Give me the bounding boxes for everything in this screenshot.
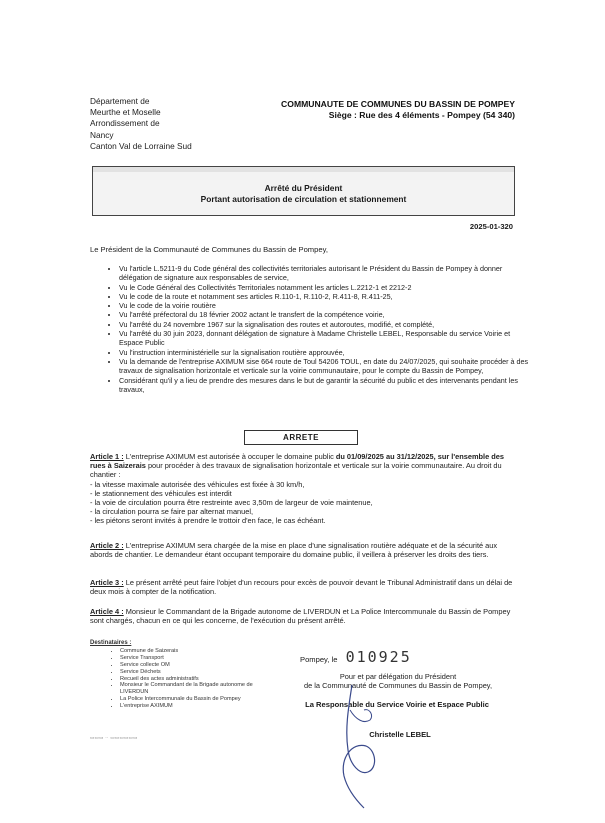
article-line: - la voie de circulation pourra être restreinte avec 3,50m de largeur de voie maintenue, <box>90 498 373 508</box>
recipient-item: • L'entreprise AXIMUM <box>120 703 260 710</box>
visa-item: • Vu l'article L.5211-9 du Code général des collectivités territoriales autorisant le Président du Bassin de Pompey à donner délégation de signature aux responsables de service, <box>119 264 531 283</box>
date-stamp: 010925 <box>345 648 412 666</box>
title-box <box>92 166 515 216</box>
article-label: Article 1 : <box>90 452 124 461</box>
article-line: - les piétons seront invités à prendre le trottoir d'en face, le cas échéant. <box>90 516 326 526</box>
article-1 <box>90 452 514 526</box>
recipient-item: • Commune de Saizerais <box>120 648 260 655</box>
article-text: Monsieur le Commandant de la Brigade autonome de LIVERDUN et La Police Intercommunale du Bassin de Pompey sont chargés, chacun en ce qui les concerne, de l'exécution du présent arrêté. <box>90 607 511 626</box>
recipients-block <box>90 640 260 710</box>
article-label: Article 3 : <box>90 578 124 587</box>
article-text: L'entreprise AXIMUM est autorisée à occuper le domaine public <box>123 452 336 461</box>
article-2 <box>90 541 514 559</box>
department-line: Meurthe et Moselle <box>90 107 161 118</box>
article-4 <box>90 607 514 625</box>
visas-list <box>103 264 531 394</box>
article-text: pour procéder à des travaux de signalisation horizontale et verticale sur la voirie communautaire. Au droit du chantier : <box>90 461 502 480</box>
department-block <box>90 96 192 152</box>
signatory-role: La Responsable du Service Voirie et Espace Public <box>305 700 489 709</box>
visa-item: • Vu le code de la voirie routière <box>119 301 531 310</box>
delegation-line: Pour et par délégation du Président <box>339 672 457 681</box>
department-line: Nancy <box>90 129 114 140</box>
department-line: Arrondissement de <box>90 118 160 129</box>
article-line: - le stationnement des véhicules est interdit <box>90 488 232 498</box>
recipient-item: • Service Transport <box>120 655 260 662</box>
visa-item: • Vu l'instruction interministérielle sur la signalisation routière approuvée, <box>119 348 531 357</box>
visa-item: • Considérant qu'il y a lieu de prendre des mesures dans le but de garantir la sécurité du public et des intervenants pendant les travaux, <box>119 376 531 395</box>
article-label: Article 4 : <box>90 607 124 616</box>
recipient-item: • Service collecte OM <box>120 662 260 669</box>
recipient-item: • Recueil des actes administratifs <box>120 676 260 683</box>
recipient-item: • Monsieur le Commandant de la Brigade autonome de LIVERDUN <box>120 682 260 696</box>
article-bold-text: du 01/09/2025 au 31/12/2025, sur l'ensemble des rues à Saizerais <box>90 452 504 471</box>
document-title: Arrêté du Président <box>264 183 343 193</box>
article-text: L'entreprise AXIMUM sera chargée de la mise en place d'une signalisation routière adéquate et de la sécurité aux abords de chantier. Le demandeur étant occupant temporaire du domaine public, il veillera à préserver les droits des tiers. <box>90 541 498 560</box>
recipients-list <box>90 648 260 710</box>
organization-address: Siège : Rue des 4 éléments - Pompey (54 340) <box>328 110 515 120</box>
visa-item: • Vu la demande de l'entreprise AXIMUM sise 664 route de Toul 54206 TOUL, en date du 24/07/2025, qui souhaite procéder à des travaux de signalisation horizontale et verticale sur la voirie communautaire, pour le compte du Bassin de Pompey, <box>119 357 531 376</box>
recipients-heading: Destinataires : <box>90 640 132 646</box>
document-subtitle: Portant autorisation de circulation et stationnement <box>200 194 407 204</box>
article-line: - la vitesse maximale autorisée des véhicules est fixée à 30 km/h, <box>90 479 305 489</box>
footer-scan-mark: ▭▭▭ ·· ▭▭▭▭▭▭ <box>90 735 138 740</box>
department-line: Canton Val de Lorraine Sud <box>90 140 192 151</box>
reference-number: 2025-01-320 <box>469 222 513 231</box>
department-line: Département de <box>90 96 150 106</box>
article-line: - la circulation pourra se faire par alternat manuel, <box>90 507 254 517</box>
president-intro: Le Président de la Communauté de Communes du Bassin de Pompey, <box>90 245 328 254</box>
visa-item: • Vu l'arrêté du 24 novembre 1967 sur la signalisation des routes et autoroutes, modifié, et complété, <box>119 320 531 329</box>
recipient-item: • La Police Intercommunale du Bassin de Pompey <box>120 696 260 703</box>
visa-item: • Vu le Code Général des Collectivités Territoriales notamment les articles L.2212-1 et 2212-2 <box>119 283 531 292</box>
organization-block <box>250 99 515 121</box>
article-3 <box>90 578 514 596</box>
signature-place: Pompey, le <box>300 655 338 664</box>
signature-place-date <box>300 648 514 666</box>
visa-item: • Vu l'arrêté préfectoral du 18 février 2002 actant le transfert de la compétence voirie, <box>119 310 531 319</box>
recipient-item: • Service Déchets <box>120 669 260 676</box>
handwritten-signature <box>330 680 400 810</box>
arrete-heading: ARRETE <box>244 430 358 445</box>
visa-item: • Vu le code de la route et notamment ses articles R.110-1, R.110-2, R.411-8, R.411-25, <box>119 292 531 301</box>
visa-item: • Vu l'arrêté du 30 juin 2023, donnant délégation de signature à Madame Christelle LEBEL, Responsable du service Voirie et Espace Public <box>119 329 531 348</box>
title-box-shade <box>93 167 514 172</box>
delegation-line: de la Communauté de Communes du Bassin de Pompey, <box>303 681 492 691</box>
article-text: Le présent arrêté peut faire l'objet d'un recours pour excès de pouvoir devant le Tribunal Administratif dans un délai de deux mois à compter de la notification. <box>90 578 513 597</box>
organization-name: COMMUNAUTE DE COMMUNES DU BASSIN DE POMPEY <box>281 99 515 109</box>
article-label: Article 2 : <box>90 541 124 550</box>
signatory-name: Christelle LEBEL <box>369 730 431 739</box>
